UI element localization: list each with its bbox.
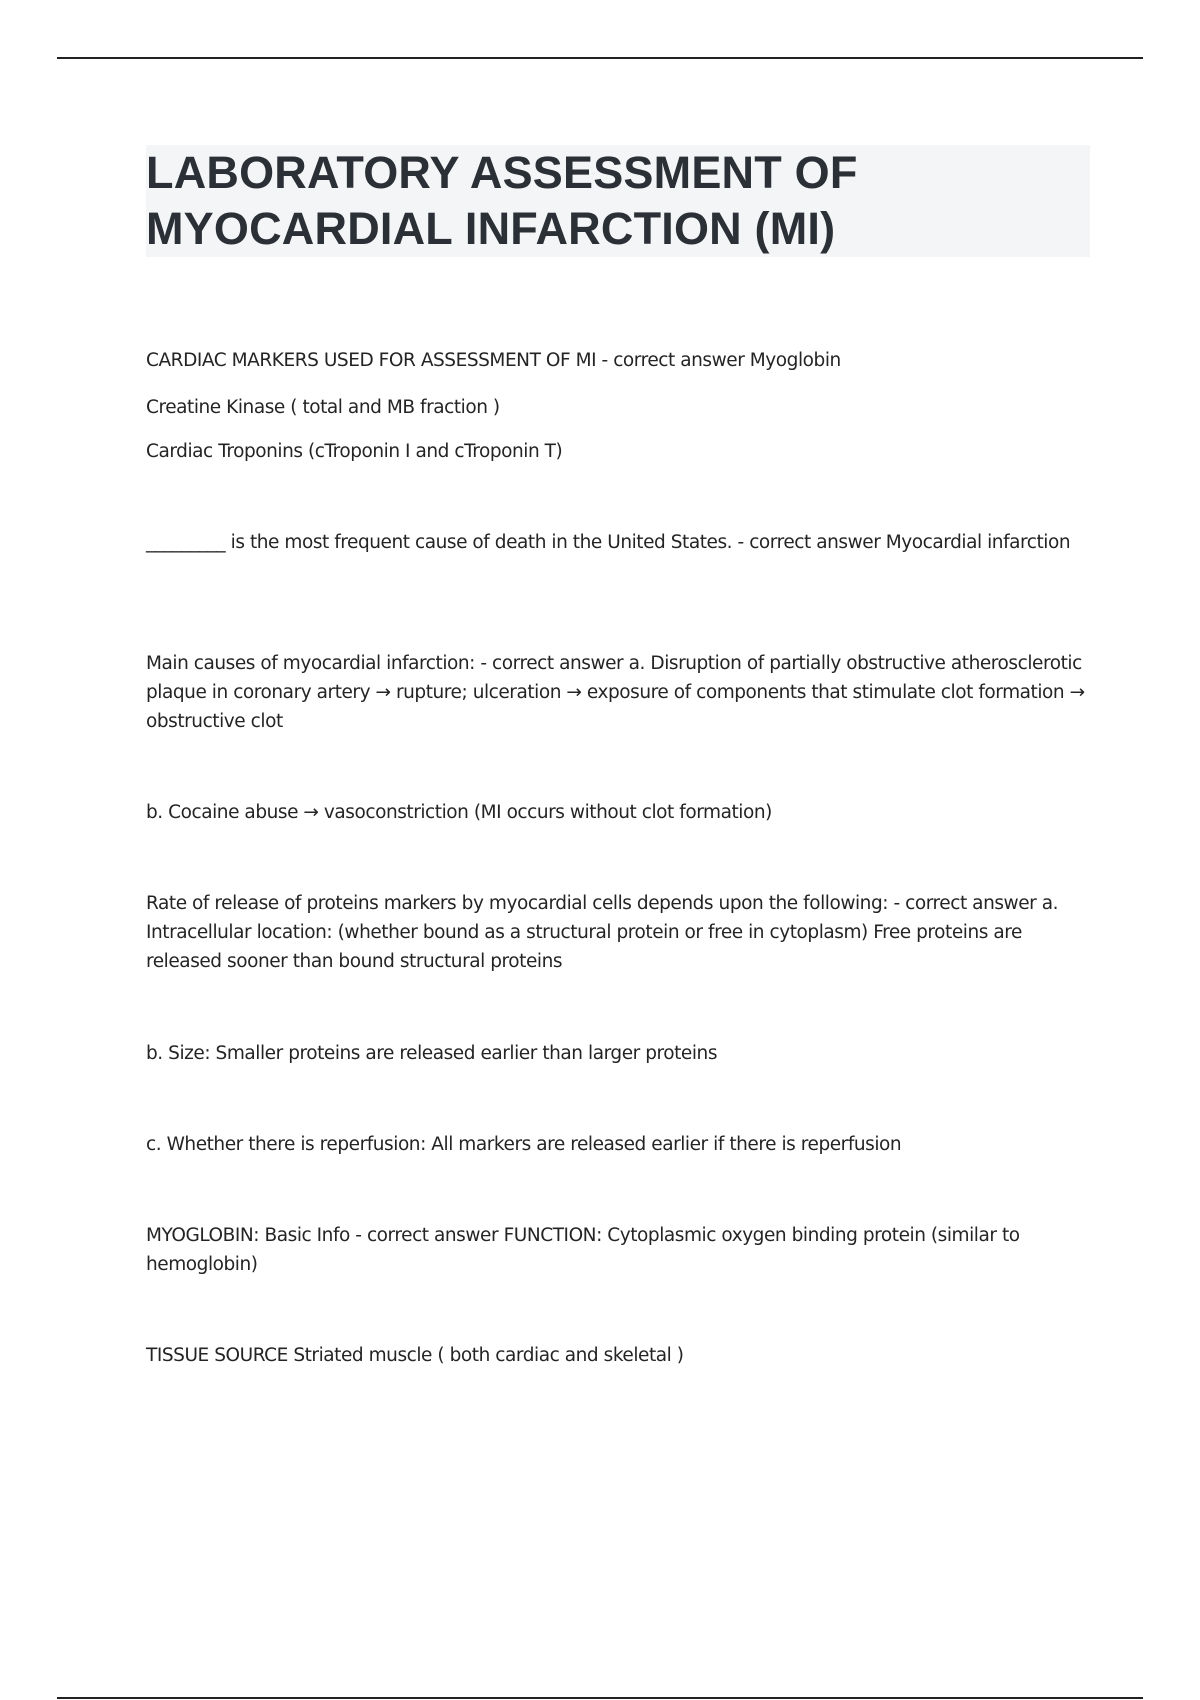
paragraph-reperfusion: c. Whether there is reperfusion: All markers are released earlier if there is reperfusion bbox=[146, 1134, 902, 1155]
paragraph-cocaine-abuse: b. Cocaine abuse → vasoconstriction (MI occurs without clot formation) bbox=[146, 802, 772, 823]
paragraph-cardiac-troponins: Cardiac Troponins (cTroponin I and cTroponin T) bbox=[146, 441, 563, 462]
top-rule bbox=[57, 57, 1143, 59]
paragraph-rate-of-release: Rate of release of proteins markers by myocardial cells depends upon the following: - correct answer a. Intracellular location: (whether bound as a structural protein or free in cytoplasm) Free proteins are released sooner than bound structural proteins bbox=[146, 893, 1059, 972]
document-title bbox=[146, 145, 1090, 257]
paragraph-tissue-source: TISSUE SOURCE Striated muscle ( both cardiac and skeletal ) bbox=[146, 1345, 684, 1366]
title-line-1: LABORATORY ASSESSMENT OF bbox=[146, 147, 858, 198]
paragraph-size: b. Size: Smaller proteins are released earlier than larger proteins bbox=[146, 1043, 718, 1064]
paragraph-cardiac-markers: CARDIAC MARKERS USED FOR ASSESSMENT OF MI - correct answer Myoglobin bbox=[146, 350, 841, 371]
paragraph-myoglobin-info: MYOGLOBIN: Basic Info - correct answer FUNCTION: Cytoplasmic oxygen binding protein (similar to hemoglobin) bbox=[146, 1225, 1020, 1275]
title-line-2: MYOCARDIAL INFARCTION (MI) bbox=[146, 203, 836, 254]
paragraph-most-frequent-cause: _________ is the most frequent cause of death in the United States. - correct answer Myocardial infarction bbox=[146, 532, 1071, 553]
bottom-rule bbox=[57, 1697, 1143, 1699]
paragraph-creatine-kinase: Creatine Kinase ( total and MB fraction ) bbox=[146, 397, 500, 418]
paragraph-main-causes: Main causes of myocardial infarction: - correct answer a. Disruption of partially obstructive atherosclerotic plaque in coronary artery → rupture; ulceration → exposure of components that stimulate clot formation → obstructive clot bbox=[146, 653, 1085, 732]
